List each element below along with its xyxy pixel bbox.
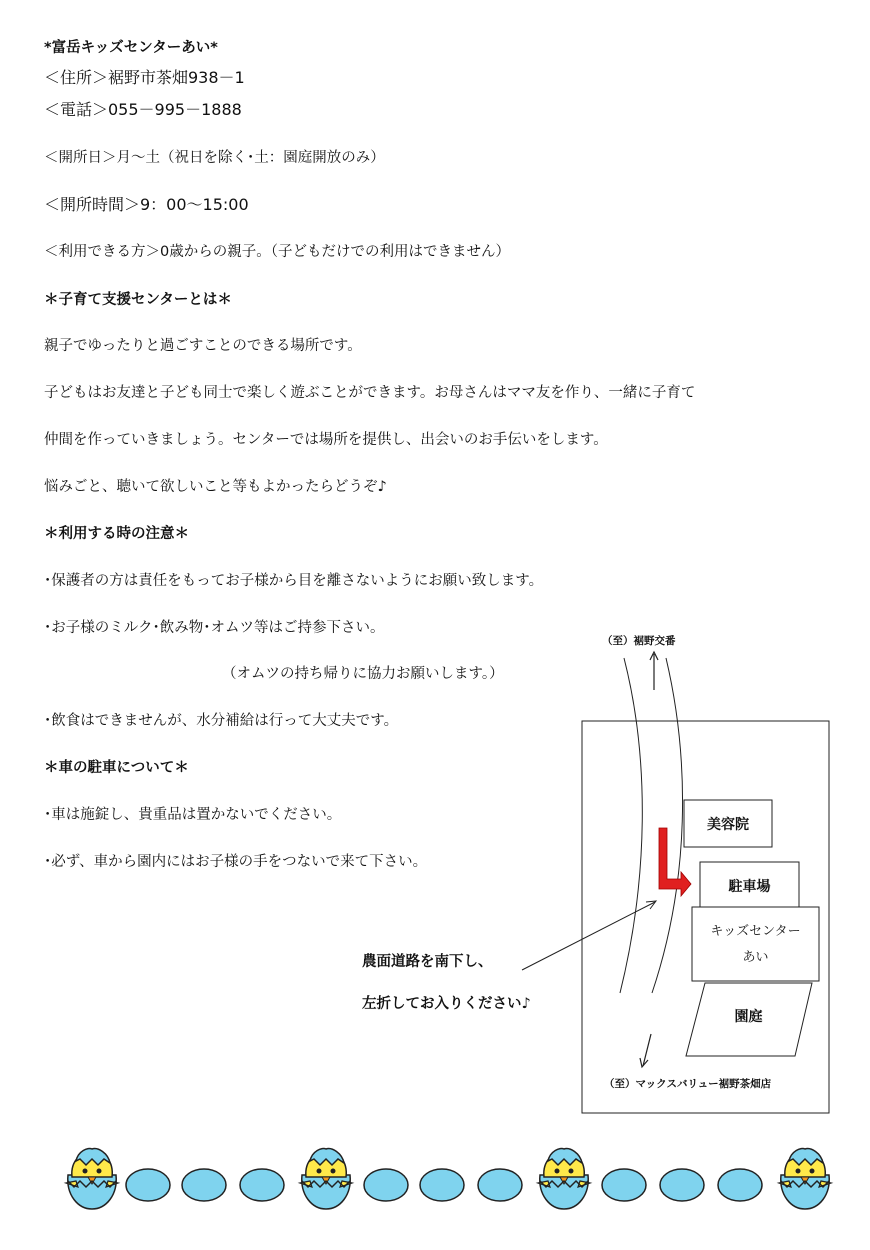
about-line: 仲間を作っていきましょう。センターでは場所を提供し、出会いのお手伝いをします。	[44, 432, 608, 448]
kids-center-label: キッズセンター	[710, 924, 801, 939]
caution-line: ･保護者の方は責任をもってお子様から目を離さないようにお願い致します。	[44, 573, 544, 589]
egg-icon	[478, 1169, 522, 1201]
center-name: *富岳キッズセンターあい*	[44, 40, 218, 56]
parking-lot-label: 駐車場	[728, 879, 771, 895]
garden-label: 園庭	[734, 1009, 763, 1025]
egg-icon	[602, 1169, 646, 1201]
open-hours: ＜開所時間＞9：00～15:00	[44, 195, 249, 214]
center-address: ＜住所＞裾野市茶畑938－1	[44, 68, 245, 87]
direction-note-1: 農面道路を南下し、	[362, 954, 493, 970]
caution-line: ･飲食はできませんが、水分補給は行って大丈夫です。	[44, 713, 399, 729]
egg-icon	[126, 1169, 170, 1201]
direction-note-2: 左折してお入りください♪	[362, 996, 531, 1012]
parking-heading: ＊車の駐車について＊	[44, 760, 189, 776]
about-heading: ＊子育て支援センターとは＊	[44, 292, 232, 308]
egg-icon	[420, 1169, 464, 1201]
road-edge-left	[620, 658, 642, 993]
chick-icon	[300, 1149, 352, 1210]
pointer-arrow-icon	[646, 901, 656, 909]
open-days: ＜開所日＞月～土（祝日を除く･土：園庭開放のみ）	[44, 150, 385, 166]
egg-icon	[660, 1169, 704, 1201]
to-south-label: （至）マックスバリュー裾野茶畑店	[604, 1078, 772, 1090]
chick-icon	[779, 1149, 831, 1210]
about-line: 子どもはお友達と子ども同士で楽しく遊ぶことができます。お母さんはママ友を作り、一緒に子育て	[44, 385, 696, 401]
kids-center-box	[692, 907, 819, 981]
chick-egg-border	[40, 1145, 840, 1215]
parking-line: ･車は施錠し、貴重品は置かないでください。	[44, 807, 342, 823]
center-phone: ＜電話＞055－995－1888	[44, 100, 242, 119]
road-edge-right	[652, 658, 683, 993]
egg-icon	[240, 1169, 284, 1201]
egg-icon	[364, 1169, 408, 1201]
salon-label: 美容院	[707, 817, 749, 833]
parking-line: ･必ず、車から園内にはお子様の手をつないで来て下さい。	[44, 854, 428, 870]
caution-heading: ＊利用する時の注意＊	[44, 526, 189, 542]
kids-center-label-2: あい	[742, 950, 769, 965]
about-line: 悩みごと、聴いて欲しいこと等もよかったらどうぞ♪	[44, 479, 387, 495]
about-line: 親子でゆったりと過ごすことのできる場所です。	[44, 338, 362, 354]
eligible-users: ＜利用できる方＞0歳からの親子。（子どもだけでの利用はできません）	[44, 244, 510, 260]
pointer-line	[522, 902, 655, 970]
egg-icon	[718, 1169, 762, 1201]
egg-icon	[182, 1169, 226, 1201]
caution-line: （オムツの持ち帰りに協力お願いします。）	[222, 666, 504, 682]
chick-icon	[66, 1149, 118, 1210]
caution-line: ･お子様のミルク･飲み物･オムツ等はご持参下さい。	[44, 620, 385, 636]
to-north-label: （至）裾野交番	[602, 635, 676, 647]
chick-icon	[538, 1149, 590, 1210]
